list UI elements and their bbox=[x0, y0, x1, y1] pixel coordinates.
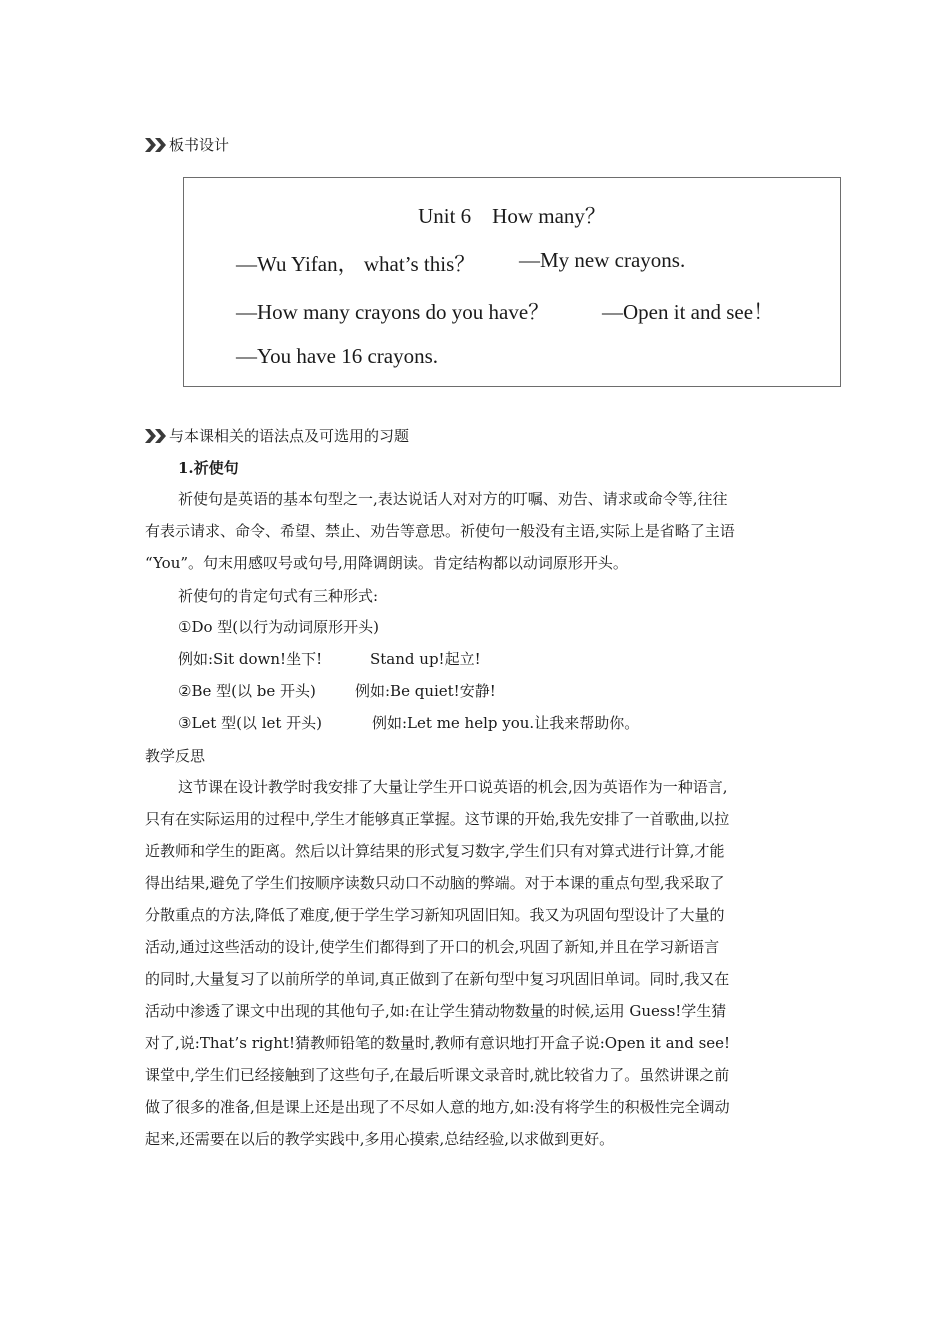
reflection-line-11: 做了很多的准备,但是课上还是出现了不尽如人意的地方,如:没有将学生的积极性完全调动 bbox=[145, 1098, 730, 1116]
board-answer-2: —Open it and see！ bbox=[602, 300, 775, 324]
board-answer-1: —My new crayons. bbox=[519, 248, 686, 272]
form-1: ①Do 型(以行为动词原形开头) bbox=[178, 618, 379, 636]
board-design-heading bbox=[145, 135, 229, 155]
board-question-2: —How many crayons do you have？ bbox=[236, 300, 550, 324]
reflection-heading: 教学反思 bbox=[145, 747, 206, 765]
board-line-2 bbox=[236, 296, 775, 326]
grammar-heading-text: 与本课相关的语法点及可选用的习题 bbox=[169, 427, 410, 445]
grammar-para-line-2: 有表示请求、命令、希望、禁止、劝告等意思。祈使句一般没有主语,实际上是省略了主语 bbox=[145, 522, 735, 540]
board-question-1: —Wu Yifan， what’s this？ bbox=[236, 252, 476, 276]
reflection-line-10: 课堂中,学生们已经接触到了这些句子,在最后听课文录音时,就比较省力了。虽然讲课之前 bbox=[145, 1066, 730, 1084]
grammar-heading bbox=[145, 426, 409, 446]
form-3: ③Let 型(以 let 开头) bbox=[178, 714, 323, 732]
form-2-example: 例如:Be quiet!安静! bbox=[355, 682, 496, 700]
form-1-example-a: 例如:Sit down!坐下! bbox=[178, 650, 323, 668]
board-design-heading-text: 板书设计 bbox=[169, 136, 230, 154]
form-2: ②Be 型(以 be 开头) bbox=[178, 682, 316, 700]
board-title: Unit 6 How many？ bbox=[418, 204, 606, 228]
board-line-3 bbox=[236, 344, 438, 369]
reflection-line-5: 分散重点的方法,降低了难度,便于学生学习新知巩固旧知。我又为巩固句型设计了大量的 bbox=[145, 906, 725, 924]
reflection-line-9: 对了,说:That’s right!猜教师铅笔的数量时,教师有意识地打开盒子说:Open it and see! bbox=[145, 1034, 731, 1052]
form-1-example-b: Stand up!起立! bbox=[370, 650, 481, 668]
reflection-line-2: 只有在实际运用的过程中,学生才能够真正掌握。这节课的开始,我先安排了一首歌曲,以拉 bbox=[145, 810, 730, 828]
double-chevron-icon bbox=[145, 138, 167, 152]
form-3-example: 例如:Let me help you.让我来帮助你。 bbox=[372, 714, 640, 732]
board-question-3: —You have 16 crayons. bbox=[236, 344, 439, 368]
reflection-line-3: 近教师和学生的距离。然后以计算结果的形式复习数字,学生们只有对算式进行计算,才能 bbox=[145, 842, 725, 860]
reflection-line-7: 的同时,大量复习了以前所学的单词,真正做到了在新句型中复习巩固旧单词。同时,我又在 bbox=[145, 970, 730, 988]
grammar-para-line-1: 祈使句是英语的基本句型之一,表达说话人对对方的叮嘱、劝告、请求或命令等,往往 bbox=[178, 490, 728, 508]
reflection-line-1: 这节课在设计教学时我安排了大量让学生开口说英语的机会,因为英语作为一种语言, bbox=[178, 778, 728, 796]
reflection-line-4: 得出结果,避免了学生们按顺序读数只动口不动脑的弊端。对于本课的重点句型,我采取了 bbox=[145, 874, 725, 892]
forms-intro: 祈使句的肯定句式有三种形式: bbox=[178, 587, 379, 605]
reflection-line-8: 活动中渗透了课文中出现的其他句子,如:在让学生猜动物数量的时候,运用 Guess!学生猜 bbox=[145, 1002, 727, 1020]
board-design-box bbox=[183, 177, 841, 387]
reflection-line-12: 起来,还需要在以后的教学实践中,多用心摸索,总结经验,以求做到更好。 bbox=[145, 1130, 615, 1148]
board-line-1 bbox=[236, 248, 686, 278]
double-chevron-icon bbox=[145, 429, 167, 443]
reflection-line-6: 活动,通过这些活动的设计,使学生们都得到了开口的机会,巩固了新知,并且在学习新语言 bbox=[145, 938, 720, 956]
grammar-item-title: 1.祈使句 bbox=[178, 459, 239, 477]
grammar-para-line-3: “You”。句末用感叹号或句号,用降调朗读。肯定结构都以动词原形开头。 bbox=[145, 554, 628, 572]
